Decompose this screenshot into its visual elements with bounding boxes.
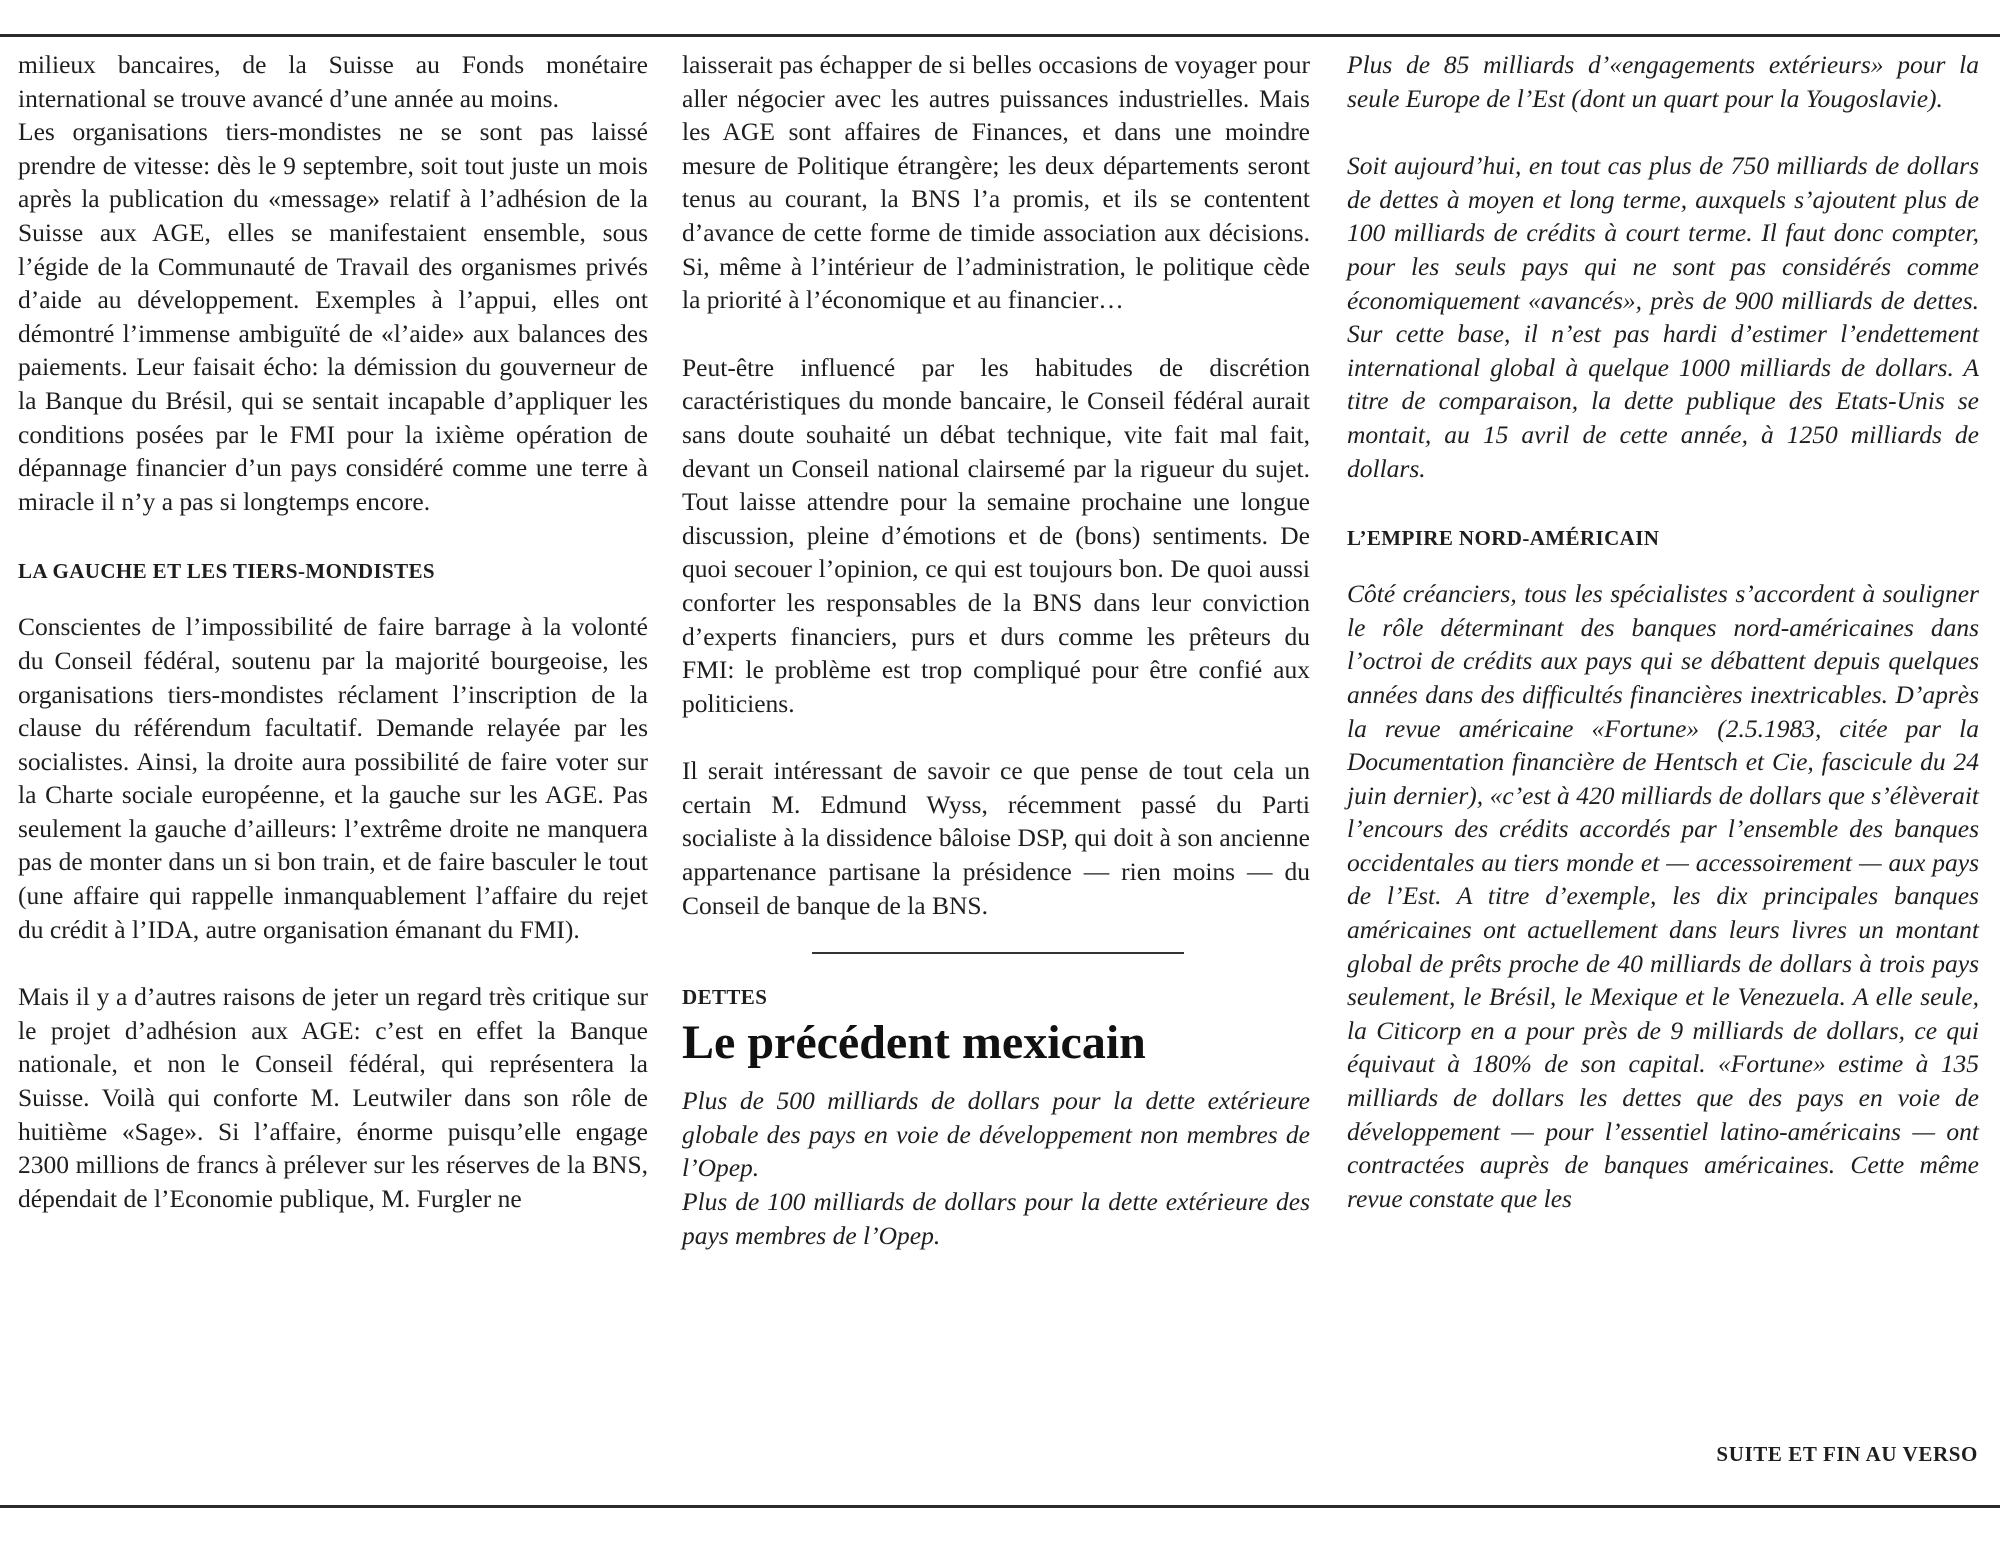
bottom-rule (0, 1505, 2000, 1508)
paragraph: laisserait pas échapper de si belles occasions de voyager pour aller négocier avec les autres puissances industrielles. Mais les AGE sont affaires de Finances, et dans une moindre mesure de Politique étrangère; les deux départements seront tenus au courant, la BNS l’a promis, et ils se contentent d’avance de cette forme de timide association aux décisions. Si, même à l’intérieur de l’administration, le politique cède la priorité à l’économique et au financier… (682, 50, 1310, 315)
paragraph: Peut-être influencé par les habitudes de discrétion caractéristiques du monde bancaire, le Conseil fédéral aurait sans doute souhaité un débat technique, vite fait mal fait, devant un Conseil national clairsemé par la rigueur du sujet. Tout laisse attendre pour la semaine prochaine une longue discussion, pleine d’émotions et de (bons) sentiments. De quoi secouer l’opinion, ce qui est toujours bon. De quoi aussi conforter les responsables de la BNS dans leur conviction d’experts financiers, purs et durs comme les prêteurs du FMI: le problème est trop compliqué pour être confié aux politiciens. (682, 352, 1310, 718)
column-2 (682, 48, 1310, 1252)
continued-label: SUITE ET FIN AU VERSO (1716, 1442, 1978, 1466)
paragraph: Les organisations tiers-mondistes ne se sont pas laissé prendre de vitesse: dès le 9 septembre, soit tout juste un mois après la publication du «message» relatif à l’adhésion de la Suisse aux AGE, elles se manifestaient ensemble, sous l’égide de la Communauté de Travail des organismes privés d’aide au développement. Exemples à l’appui, elles ont démontré l’immense ambiguïté de «l’aide» aux balances des paiements. Leur faisait écho: la démission du gouverneur de la Banque du Brésil, qui se sentait incapable d’appliquer les conditions posées par le FMI pour la ixième opération de dépannage financier d’un pays considéré comme une terre à miracle il n’y a pas si longtemps encore. (18, 117, 648, 516)
article-kicker: DETTES (682, 985, 768, 1010)
top-rule (0, 34, 2000, 37)
paragraph: Côté créanciers, tous les spécialistes s’accordent à souligner le rôle déterminant des banques nord-américaines dans l’octroi de crédits aux pays qui se débattent depuis quelques années dans des difficultés financières inextricables. D’après la revue américaine «Fortune» (2.5.1983, citée par la Documentation financière de Hentsch et Cie, fascicule du 24 juin dernier), «c’est à 420 milliards de dollars que s’élèverait l’encours des crédits accordés par l’ensemble des banques occidentales au tiers monde et — accessoirement — aux pays de l’Est. A titre d’exemple, les dix principales banques américaines ont actuellement dans leurs livres un montant global de prêts proche de 40 milliards de dollars à trois pays seulement, le Brésil, le Mexique et le Venezuela. A elle seule, la Citicorp en a pour près de 9 milliards de dollars, ce qui équivaut à 180% de son capital. «Fortune» estime à 135 milliards de dollars les dettes que des pays en voie de développement — pour l’essentiel latino-américains — ont contractées auprès de banques américaines. Cette même revue constate que les (1347, 579, 1979, 1213)
lead-paragraph: Plus de 100 milliards de dollars pour la dette extérieure des pays membres de l’Opep. (682, 1187, 1310, 1250)
separator-rule (812, 952, 1184, 954)
section-heading-empire: L’EMPIRE NORD-AMÉRICAIN (1347, 526, 1660, 551)
article-title: Le précédent mexicain (682, 1016, 1146, 1070)
paragraph: milieux bancaires, de la Suisse au Fonds monétaire international se trouve avancé d’une année au moins. (18, 50, 648, 113)
paragraph: Il serait intéressant de savoir ce que pense de tout cela un certain M. Edmund Wyss, récemment passé du Parti socialiste à la dissidence bâloise DSP, qui doit à son ancienne appartenance partisane la présidence — rien moins — du Conseil de banque de la BNS. (682, 756, 1310, 920)
paragraph: Conscientes de l’impossibilité de faire barrage à la volonté du Conseil fédéral, soutenu par la majorité bourgeoise, les organisations tiers-mondistes réclament l’inscription de la clause du référendum facultatif. Demande relayée par les socialistes. Ainsi, la droite aura possibilité de faire voter sur la Charte sociale européenne, et la gauche sur les AGE. Pas seulement la gauche d’ailleurs: l’extrême droite ne manquera pas de monter dans un si bon train, et de faire basculer le tout (une affaire qui rappelle inmanquablement l’affaire du rejet du crédit à l’IDA, autre organisation émanant du FMI). (18, 612, 648, 944)
column-3 (1347, 48, 1979, 1215)
paragraph: Mais il y a d’autres raisons de jeter un regard très critique sur le projet d’adhésion aux AGE: c’est en effet la Banque nationale, et non le Conseil fédéral, qui représentera la Suisse. Voilà qui conforte M. Leutwiler dans son rôle de huitième «Sage». Si l’affaire, énorme puisqu’elle engage 2300 millions de francs à prélever sur les réserves de la BNS, dépendait de l’Economie publique, M. Furgler ne (18, 982, 648, 1213)
column-1 (18, 48, 648, 1215)
lead-paragraph: Plus de 500 milliards de dollars pour la dette extérieure globale des pays en voie de développement non membres de l’Opep. (682, 1086, 1310, 1183)
section-heading-gauche: LA GAUCHE ET LES TIERS-MONDISTES (18, 559, 435, 584)
lead-paragraph: Plus de 85 milliards d’«engagements extérieurs» pour la seule Europe de l’Est (dont un quart pour la Yougoslavie). (1347, 50, 1979, 113)
paragraph: Soit aujourd’hui, en tout cas plus de 750 milliards de dollars de dettes à moyen et long terme, auxquels s’ajoutent plus de 100 milliards de crédits à court terme. Il faut donc compter, pour les seuls pays qui ne sont pas considérés comme économiquement «avancés», près de 900 milliards de dettes. Sur cette base, il n’est pas hardi d’estimer l’endettement international global à quelque 1000 milliards de dollars. A titre de comparaison, la dette publique des Etats-Unis se montait, au 15 avril de cette année, à 1250 milliards de dollars. (1347, 151, 1979, 483)
